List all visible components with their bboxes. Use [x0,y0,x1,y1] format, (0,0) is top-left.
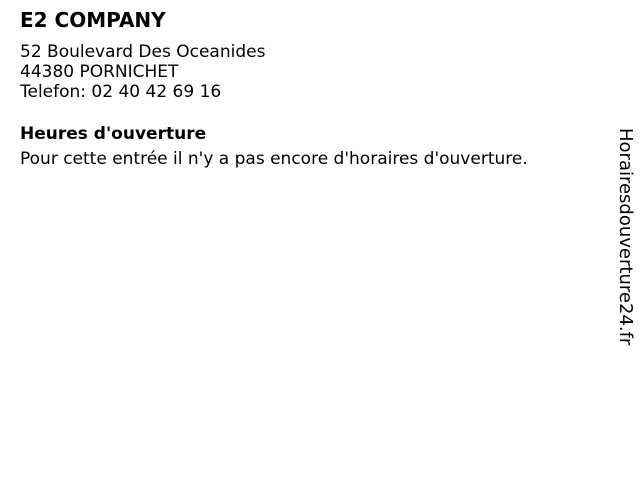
phone-number: Telefon: 02 40 42 69 16 [20,82,222,102]
address-city: 44380 PORNICHET [20,62,179,82]
address-street: 52 Boulevard Des Oceanides [20,42,266,62]
address-block [20,42,580,102]
main-content [20,0,580,169]
opening-hours-message: Pour cette entrée il n'y a pas encore d'horaires d'ouverture. [20,149,528,169]
site-watermark: Horairesdouverture24.fr [615,128,636,346]
opening-hours-heading: Heures d'ouverture [20,124,207,144]
company-name: E2 COMPANY [20,8,166,32]
